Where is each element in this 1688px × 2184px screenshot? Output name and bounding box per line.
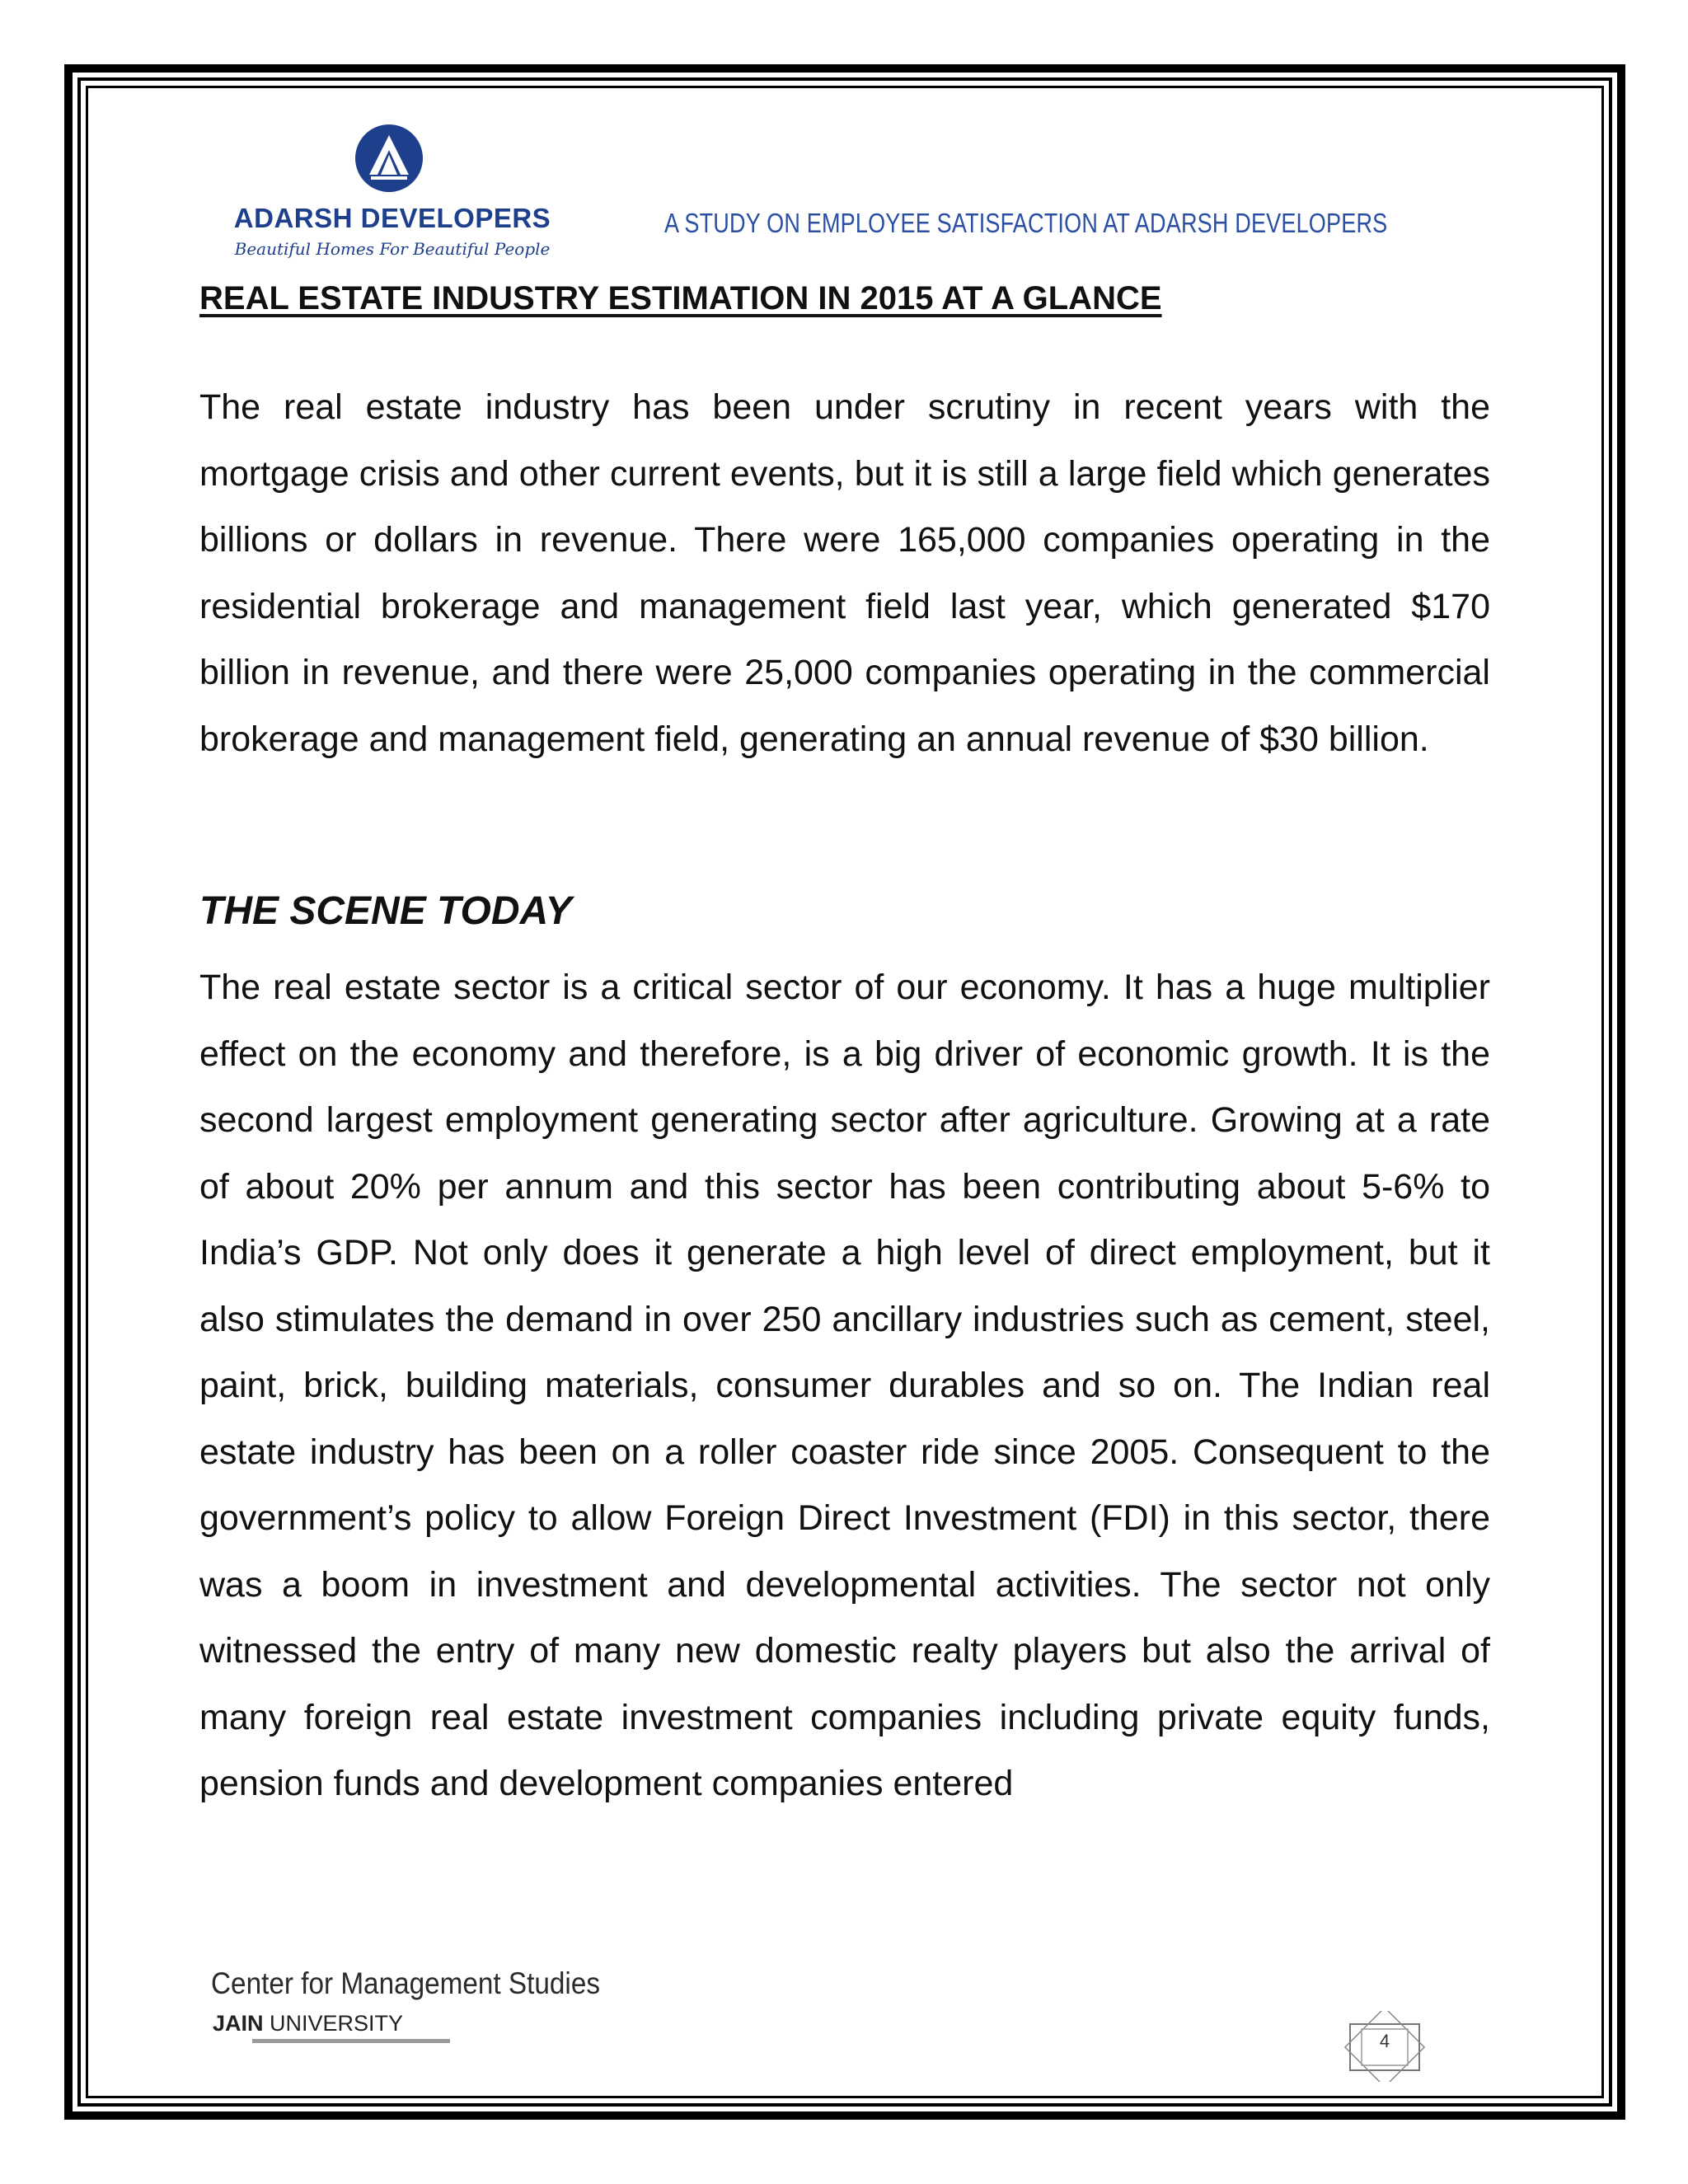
footer-center-name: Center for Management Studies xyxy=(211,1966,601,2000)
logo-tagline: Beautiful Homes For Beautiful People xyxy=(234,239,551,259)
footer-university-bold: JAIN xyxy=(213,2011,264,2036)
footer-university xyxy=(213,2011,403,2036)
adarsh-logo-icon xyxy=(354,124,424,193)
page-number: 4 xyxy=(1379,2031,1390,2051)
logo-company-name: ADARSH DEVELOPERS xyxy=(233,203,551,233)
paragraph-estimation: The real estate industry has been under scrutiny in recent years with the mortgage crisis and other current events, but it is still a large field which generates billions or dollars in revenue. There were 165,000 companies operating in the residential brokerage and management field last year, which generated $170 billion in revenue, and there were 25,000 companies operating in the commercial brokerage and management field, generating an annual revenue of $30 billion. xyxy=(199,387,1490,759)
section-heading-scene-today: THE SCENE TODAY xyxy=(199,889,572,933)
section-heading-estimation: REAL ESTATE INDUSTRY ESTIMATION IN 2015 AT A GLANCE xyxy=(199,280,1162,316)
footer-university-rest: UNIVERSITY xyxy=(263,2011,404,2036)
study-title: A STUDY ON EMPLOYEE SATISFACTION AT ADARSH DEVELOPERS xyxy=(664,208,1388,238)
footer-fine-print xyxy=(252,2039,450,2043)
paragraph-scene-today: The real estate sector is a critical sector of our economy. It has a huge multiplier effect on the economy and therefore, is a big driver of economic growth. It is the second largest employment generating sector after agriculture. Growing at a rate of about 20% per annum and this sector has been contributing about 5-6% to India’s GDP. Not only does it generate a high level of direct employment, but it also stimulates the demand in over 250 ancillary industries such as cement, steel, paint, brick, building materials, consumer durables and so on. The Indian real estate industry has been on a roller coaster ride since 2005. Consequent to the government’s policy to allow Foreign Direct Investment (FDI) in this sector, there was a boom in investment and developmental activities. The sector not only witnessed the entry of many new domestic realty players but also the arrival of many foreign real estate investment companies including private equity funds, pension funds and development companies entered xyxy=(199,968,1490,1803)
